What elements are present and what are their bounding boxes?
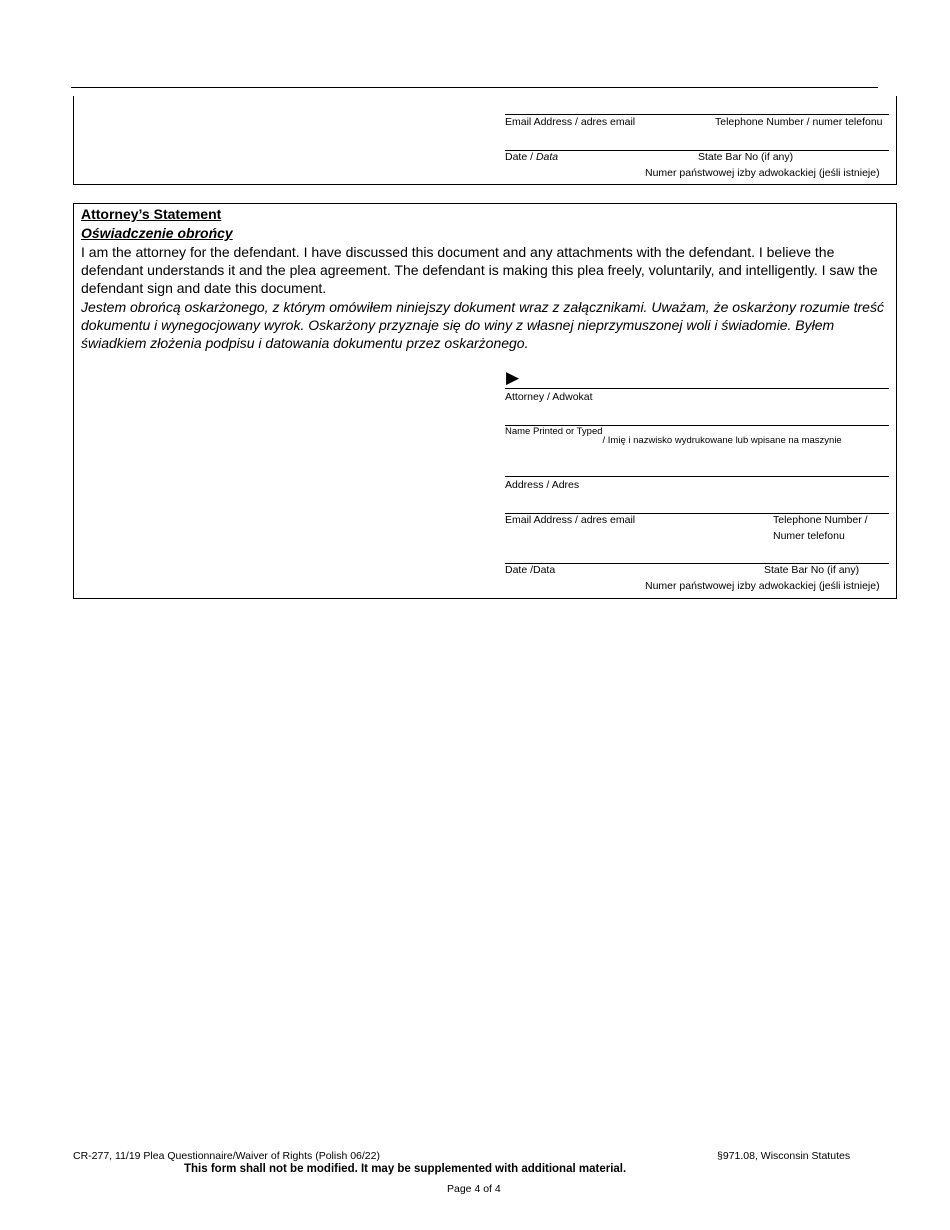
date-label-pl: Data: [535, 151, 559, 163]
footer-page-number: Page 4 of 4: [447, 1183, 501, 1195]
state-bar-label: State Bar No (if any): [698, 151, 794, 163]
date-label: [505, 151, 558, 164]
footer-form-id: CR-277, 11/19 Plea Questionnaire/Waiver of Rights (Polish 06/22): [73, 1150, 380, 1162]
attorney-date-label: Date /Data: [505, 564, 556, 576]
statement-text-pl: Jestem obrońcą oskarżonego, z którym omówiłem niniejszy dokument wraz z załącznikami. Uważam, że oskarżony rozumie treść dokumentu i wynegocjowany wyrok. Oskarżony przyznaje się do winy z własnej nieprzymuszonej woli i świadomie. Byłem świadkiem złożenia podpisu i datowania dokumentu przez oskarżonego.: [81, 299, 884, 351]
attorney-email-label: Email Address / adres email: [505, 514, 636, 526]
name-printed-label-en: Name Printed or Typed: [505, 426, 603, 437]
top-rule: [71, 87, 878, 88]
telephone-label: Telephone Number / numer telefonu: [715, 116, 883, 128]
attorney-signature-line[interactable]: [505, 388, 889, 389]
address-label: Address / Adres: [505, 479, 580, 491]
signature-arrow-icon: ▶: [506, 368, 520, 387]
attorney-state-bar-label: State Bar No (if any): [764, 564, 860, 576]
footer-statute: §971.08, Wisconsin Statutes: [717, 1150, 851, 1162]
attorney-state-bar-label-pl: Numer państwowej izby adwokackiej (jeśli istnieje): [645, 580, 880, 592]
date-label-en: Date /: [505, 151, 536, 163]
statement-title-pl: Oświadczenie obrońcy: [81, 225, 233, 241]
email-label: Email Address / adres email: [505, 116, 636, 128]
footer-notice: This form shall not be modified. It may be supplemented with additional material.: [184, 1163, 627, 1175]
email-phone-line: [505, 114, 889, 115]
date-bar-line: [505, 150, 889, 151]
statement-title-en: Attorney’s Statement: [81, 206, 222, 222]
attorney-telephone-label-2: Numer telefonu: [773, 530, 845, 542]
statement-text-en: I am the attorney for the defendant. I have discussed this document and any attachments with the defendant. I believe the defendant understands it and the plea agreement. The defendant is making this plea freely, voluntarily, and intelligently. I saw the defendant sign and date this document.: [81, 244, 878, 296]
address-line[interactable]: [505, 476, 889, 477]
attorney-telephone-label-1: Telephone Number /: [773, 514, 868, 526]
name-printed-label-pl: / Imię i nazwisko wydrukowane lub wpisane na maszynie: [602, 435, 842, 446]
name-printed-label: [505, 426, 842, 444]
attorney-label: Attorney / Adwokat: [505, 391, 593, 403]
state-bar-label-pl: Numer państwowej izby adwokackiej (jeśli istnieje): [645, 167, 880, 179]
